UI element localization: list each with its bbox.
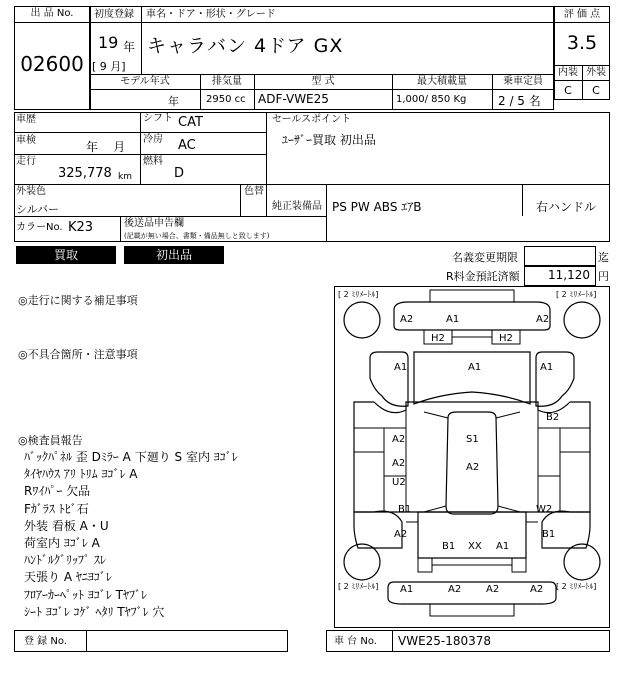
fuel-value: D [174, 166, 185, 181]
documents-label: 後送品申告欄 [124, 218, 184, 229]
mark-hood: A1 [468, 362, 482, 373]
mark-side-left-2: A2 [392, 458, 406, 469]
chassis-no-label: 車 台 No. [334, 636, 377, 647]
report-line: ﾌﾛｱｰｶｰﾍﾟｯﾄ ﾖｺﾞﾚ Tﾔﾌﾞﾚ [24, 587, 147, 602]
handle-side: 右ハンドル [536, 200, 597, 214]
color-change-label: 色替 [244, 186, 264, 197]
mark-headlight-left: H2 [431, 333, 445, 344]
mark-side-left: A2 [392, 434, 406, 445]
report-line: ﾊﾝﾄﾞﾙｸﾞﾘｯﾌﾟ ｽﾚ [24, 553, 106, 568]
distance-label: 走行 [16, 156, 36, 167]
exterior-color: シルバー [16, 203, 59, 216]
name-change-box [524, 246, 596, 266]
history-label: 車歴 [16, 114, 36, 125]
sales-point-text: ﾕｰｻﾞｰ買取 初出品 [282, 133, 376, 147]
mark-front-center: A1 [446, 314, 460, 325]
mark-rear-left-b1: B1 [398, 504, 412, 515]
mark-rear-right-b1: B1 [542, 529, 556, 540]
mark-front-right: A2 [536, 314, 550, 325]
mark-roof-a2: A2 [466, 462, 480, 473]
exterior-label: 外装 [586, 67, 606, 78]
hood [414, 352, 530, 404]
tail-lamp-left [418, 558, 432, 572]
tail-lamp-right [512, 558, 526, 572]
tire-depth-rear-left: [ 2 ﾐﾘﾒｰﾄﾙ] [338, 582, 379, 591]
recycle-label: R料金預託済額 [446, 270, 520, 283]
mark-tail-a1: A1 [496, 541, 510, 552]
exterior-grade: C [592, 84, 600, 97]
interior-grade: C [564, 84, 572, 97]
grade-score: 3.5 [566, 32, 598, 54]
report-line: Fｶﾞﾗｽ ﾄﾋﾞ石 [24, 501, 89, 516]
car-name-label: 車名・ドア・形状・グレード [146, 9, 276, 20]
grade-label: 評 価 点 [563, 9, 601, 20]
registration-year: 19 [98, 33, 119, 52]
shift-label: シフト [143, 113, 173, 124]
mark-rear-a2-1: A2 [448, 584, 462, 595]
mark-front-left: A2 [400, 314, 414, 325]
model-year-label: モデル年式 [120, 76, 170, 87]
inspector-heading: ◎検査員報告 [18, 434, 83, 447]
front-bumper [394, 302, 550, 330]
mark-b2: B2 [546, 412, 560, 423]
report-line: ﾀｲﾔﾊｳｽ ｱﾘ ﾄﾘﾑ ﾖｺﾞﾚ A [24, 467, 138, 482]
load-label: 最大積載量 [417, 76, 467, 87]
max-load: 1,000/ 850 Kg [396, 94, 467, 105]
equipment-label: 純正装備品 [272, 201, 322, 212]
displacement-label: 排気量 [212, 76, 242, 87]
mark-fender-left: A1 [394, 362, 408, 373]
report-line: Rﾜｲﾊﾟｰ 欠品 [24, 484, 91, 499]
name-change-label: 名義変更期限 [452, 251, 518, 264]
distance-value: 325,778 [58, 166, 112, 181]
registration-month: [ 9 月] [92, 60, 126, 73]
ac-label: 冷房 [143, 134, 163, 145]
buy-badge: 買取 [16, 246, 116, 264]
capacity: 2 / 5 名 [498, 94, 541, 108]
color-no-label: カラーNo. [16, 222, 63, 233]
driving-notes-heading: ◎走行に関する補足事項 [18, 294, 138, 307]
sales-point-label: セールスポイント [272, 114, 352, 125]
damage-diagram [334, 286, 610, 628]
model-type-label: 型 式 [311, 76, 335, 87]
equipment-value: PS PW ABS ｴｱB [332, 200, 422, 214]
model-year: 年 [168, 95, 179, 108]
model-type: ADF-VWE25 [258, 92, 329, 106]
exterior-color-label: 外装色 [16, 186, 46, 197]
report-line: ｼｰﾄ ﾖｺﾞﾚ ｺｹﾞ ﾍﾀﾘ Tﾔﾌﾞﾚ 穴 [24, 604, 165, 619]
front-fender-right [536, 352, 574, 406]
inspection-label: 車検 [16, 135, 36, 146]
mark-u2: U2 [392, 477, 406, 488]
defects-heading: ◎不具合箇所・注意事項 [18, 348, 138, 361]
mark-tail-b1: B1 [442, 541, 456, 552]
mark-rear-a2-3: A2 [530, 584, 544, 595]
recycle-unit: 円 [598, 270, 609, 283]
tire-rear-right [564, 544, 600, 580]
year-unit: 年 [123, 40, 136, 54]
displacement: 2950 cc [206, 94, 246, 105]
shift-value: CAT [178, 115, 203, 130]
recycle-amount: 11,120 [548, 268, 590, 282]
lot-number: 02600 [20, 52, 84, 76]
name-change-unit: 迄 [598, 251, 609, 264]
inspection-value: 年 月 [86, 140, 126, 154]
fuel-label: 燃料 [143, 156, 163, 167]
mark-roof-s1: S1 [466, 434, 479, 445]
mark-fender-right: A1 [540, 362, 554, 373]
chassis-no: VWE25-180378 [398, 634, 492, 648]
report-line: 荷室内 ﾖｺﾞﾚ A [24, 536, 100, 550]
mark-tail-xx: XX [468, 541, 482, 552]
car-name: キャラバン 4ドア GX [147, 35, 344, 57]
front-fender-left [370, 352, 408, 406]
mark-headlight-right: H2 [499, 333, 513, 344]
documents-note: (記載が無い場合、書類・備品無しと致します) [124, 232, 270, 240]
tire-rear-left [344, 544, 380, 580]
capacity-label: 乗車定員 [503, 76, 543, 87]
report-line: 天張り A ﾔﾆﾖｺﾞﾚ [24, 570, 112, 585]
registration-no-label: 登 録 No. [24, 636, 67, 647]
tire-front-right [564, 302, 600, 338]
tire-depth-rear-right: [ 2 ﾐﾘﾒｰﾄﾙ] [556, 582, 597, 591]
report-line: 外装 看板 A・U [24, 518, 109, 533]
mark-rear-a1: A1 [400, 584, 414, 595]
tire-depth-front-right: [ 2 ﾐﾘﾒｰﾄﾙ] [556, 290, 597, 299]
mark-rear-left-a2: A2 [394, 529, 408, 540]
diagram-frame [335, 287, 610, 628]
report-line: ﾊﾞｯｸﾊﾟﾈﾙ 歪 Dﾐﾗｰ A 下廻り S 室内 ﾖｺﾞﾚ [24, 450, 238, 464]
tire-front-left [344, 302, 380, 338]
first-listing-badge: 初出品 [124, 246, 224, 264]
tire-depth-front-left: [ 2 ﾐﾘﾒｰﾄﾙ] [338, 290, 379, 299]
interior-label: 内装 [558, 67, 578, 78]
color-no: K23 [68, 220, 94, 235]
ac-value: AC [178, 138, 196, 153]
lot-number-label: 出 品 No. [30, 8, 74, 19]
mark-w2: W2 [536, 504, 553, 515]
first-registration-label: 初度登録 [94, 9, 134, 20]
distance-unit: km [118, 172, 132, 182]
mark-rear-a2-2: A2 [486, 584, 500, 595]
